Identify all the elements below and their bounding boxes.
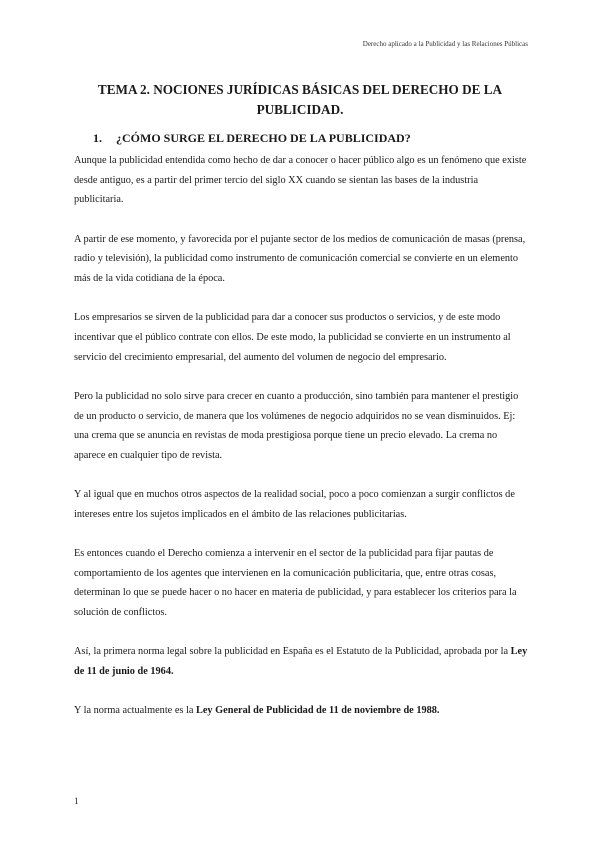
paragraph-3: Los empresarios se sirven de la publicidad para dar a conocer sus productos o servicios, y de este modo incentivar que el público contrate con ellos. De este modo, la publicidad se convierte en un instrumento al servicio del crecimiento empresarial, del aumento del volumen de negocio del empresario. xyxy=(74,312,511,363)
body-text xyxy=(74,151,529,740)
paragraph-7 xyxy=(74,642,529,681)
running-header: Derecho aplicado a la Publicidad y las Relaciones Públicas xyxy=(362,40,528,48)
section-heading xyxy=(93,131,411,146)
paragraph-5: Y al igual que en muchos otros aspectos de la realidad social, poco a poco comienzan a surgir conflictos de intereses entre los sujetos implicados en el ámbito de las relaciones publicitarias. xyxy=(74,489,515,520)
law-1988-reference: Ley General de Publicidad de 11 de noviembre de 1988. xyxy=(195,705,440,717)
paragraph-8 xyxy=(74,701,529,721)
law-1964-reference: Ley de 11 de junio de 1964. xyxy=(74,646,528,678)
paragraph-1: Aunque la publicidad entendida como hecho de dar a conocer o hacer público algo es un fenómeno que existe desde antiguo, es a partir del primer tercio del siglo XX cuando se sientan las bases de la industria publicitaria. xyxy=(74,155,527,206)
document-title: TEMA 2. NOCIONES JURÍDICAS BÁSICAS DEL DERECHO DE LA PUBLICIDAD. xyxy=(97,82,503,117)
section-number: 1. xyxy=(93,131,102,145)
paragraph-7-text: Así, la primera norma legal sobre la publicidad en España es el Estatuto de la Publicidad, aprobada por la xyxy=(74,646,511,658)
page-number: 1 xyxy=(74,796,79,806)
paragraph-2: A partir de ese momento, y favorecida por el pujante sector de los medios de comunicación de masas (prensa, radio y televisión), la publicidad como instrumento de comunicación comercial se convierte en un elemento más de la vida cotidiana de la época. xyxy=(74,233,526,285)
section-heading-text: ¿CÓMO SURGE EL DERECHO DE LA PUBLICIDAD? xyxy=(116,131,411,145)
paragraph-6: Es entonces cuando el Derecho comienza a intervenir en el sector de la publicidad para fijar pautas de comportamiento de los agentes que intervienen en la comunicación publicitaria, que, entre otras cosas, determinan lo que se puede hacer o no hacer en materia de publicidad, y para establecer los criterios para la solución de conflictos. xyxy=(74,548,517,619)
paragraph-8-text: Y la norma actualmente es la xyxy=(74,705,196,717)
paragraph-4: Pero la publicidad no solo sirve para crecer en cuanto a producción, sino también para mantener el prestigio de un producto o servicio, de manera que los volúmenes de negocio adquiridos no se vean disminuidos. Ej: una crema que se anuncia en revistas de moda prestigiosa porque tiene un precio elevado. La crema no aparece en cualquier tipo de revista. xyxy=(74,390,519,461)
